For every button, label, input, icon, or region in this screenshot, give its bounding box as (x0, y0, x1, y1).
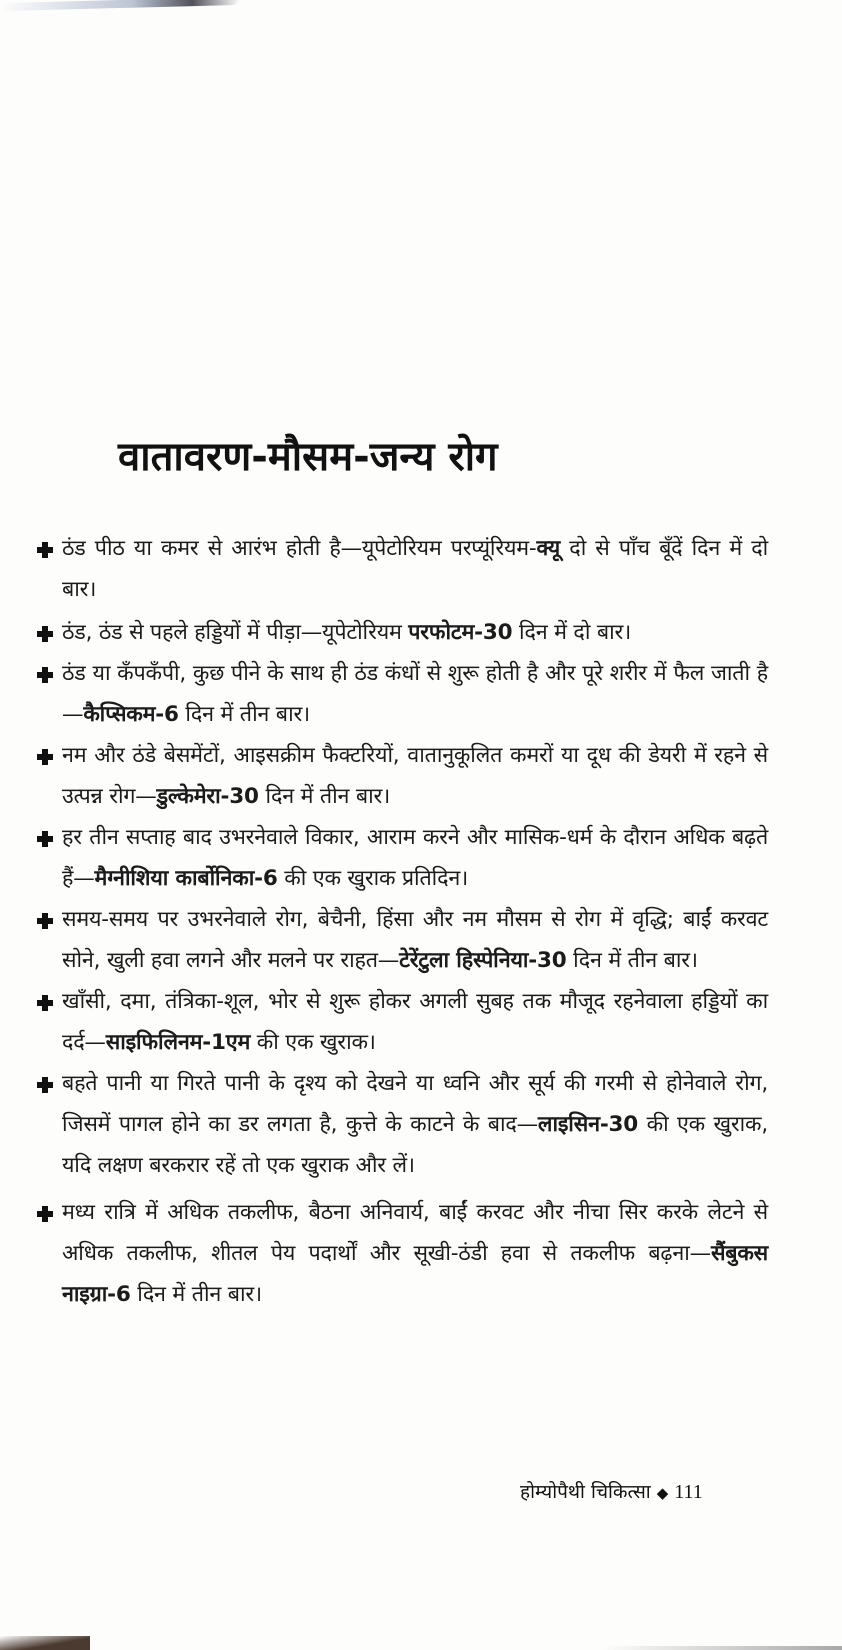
dosage-text: दिन में तीन बार। (566, 948, 698, 973)
scan-edge-shadow (602, 1646, 842, 1650)
book-title: होम्योपैथी चिकित्सा (520, 1481, 651, 1503)
list-item (28, 981, 768, 1063)
chapter-title: वातावरण-मौसम-जन्य रोग (118, 433, 498, 480)
list-item (28, 1063, 768, 1186)
remedy-name: परफोटम-30 (408, 620, 513, 645)
remedy-name: लाइसिन-30 (537, 1112, 639, 1137)
symptom-text: खाँसी, दमा, तंत्रिका-शूल, भोर से शुरू होकर अगली सुबह तक मौजूद रहनेवाला हड्डियों का दर्द— (62, 989, 768, 1055)
remedy-name: टेरेंटुला हिस्पेनिया-30 (399, 948, 567, 973)
scan-edge-smudge (0, 0, 240, 11)
plus-bullet-icon (37, 995, 53, 1011)
remedy-name: सैंबुकस नाइग्रा-6 (62, 1241, 768, 1307)
dosage-text: दिन में तीन बार। (130, 1282, 262, 1307)
plus-bullet-icon (37, 1077, 53, 1093)
dosage-text: दिन में तीन बार। (258, 784, 391, 809)
dosage-text: की एक खुराक, यदि लक्षण बरकरार रहें तो एक खुराक और लें। (62, 1112, 768, 1178)
remedy-name: मैग्नीशिया कार्बोनिका-6 (94, 866, 278, 891)
plus-bullet-icon (37, 626, 53, 642)
symptom-text: मध्य रात्रि में अधिक तकलीफ, बैठना अनिवार्य, बाईं करवट और नीचा सिर करके लेटने से अधिक तकलीफ, शीतल पेय पदार्थों और सूखी-ठंडी हवा से तकलीफ बढ़ना— (62, 1200, 768, 1266)
symptom-text: हर तीन सप्ताह बाद उभरनेवाले विकार, आराम करने और मासिक-धर्म के दौरान अधिक बढ़ते हैं— (62, 825, 768, 891)
plus-bullet-icon (37, 913, 53, 929)
symptom-text: बहते पानी या गिरते पानी के दृश्य को देखने या ध्वनि और सूर्य की गरमी से होनेवाले रोग, जिसमें पागल होने का डर लगता है, कुत्ते के काटने के बाद— (62, 1071, 768, 1137)
dosage-text: की एक खुराक प्रतिदिन। (277, 866, 469, 891)
symptom-text: ठंड, ठंड से पहले हड्डियों में पीड़ा—यूपेटोरियम (62, 620, 409, 645)
symptom-text: समय-समय पर उभरनेवाले रोग, बेचैनी, हिंसा और नम मौसम से रोग में वृद्धि; बाईं करवट सोने, खुली हवा लगने और मलने पर राहत— (62, 907, 768, 973)
plus-bullet-icon (37, 542, 53, 558)
dosage-text: दो से पाँच बूँदें दिन में दो बार। (62, 536, 768, 602)
list-item (28, 612, 768, 653)
list-item (28, 735, 768, 817)
remedy-name: कैप्सिकम-6 (83, 702, 179, 727)
diamond-separator-icon: ◆ (656, 1484, 669, 1502)
symptom-text: नम और ठंडे बेसमेंटों, आइसक्रीम फैक्टरियों, वातानुकूलित कमरों या दूध की डेयरी में रहने से उत्पन्न रोग— (62, 743, 768, 809)
plus-bullet-icon (37, 749, 53, 765)
dosage-text: दिन में तीन बार। (178, 702, 310, 727)
symptom-text: ठंड पीठ या कमर से आरंभ होती है—यूपेटोरियम परप्यूंरियम- (62, 536, 537, 561)
plus-bullet-icon (37, 1206, 53, 1222)
remedy-name: क्यू (536, 536, 561, 561)
list-item (28, 528, 768, 610)
remedy-name: डुल्केमेरा-30 (156, 784, 259, 809)
running-footer (520, 1478, 770, 1504)
dosage-text: की एक खुराक। (250, 1030, 376, 1055)
scan-edge-shadow (0, 1636, 90, 1650)
symptom-text: ठंड या कँपकँपी, कुछ पीने के साथ ही ठंड कंधों से शुरू होती है और पूरे शरीर में फैल जाती है— (62, 661, 768, 727)
list-item (28, 817, 768, 899)
dosage-text: दिन में दो बार। (512, 620, 632, 645)
list-item (28, 653, 768, 735)
remedy-list (28, 528, 768, 1315)
page-number: 111 (674, 1481, 703, 1503)
list-item (28, 1192, 768, 1315)
plus-bullet-icon (37, 831, 53, 847)
list-item (28, 899, 768, 981)
plus-bullet-icon (37, 667, 53, 683)
remedy-name: साइफिलिनम-1एम (105, 1030, 251, 1055)
